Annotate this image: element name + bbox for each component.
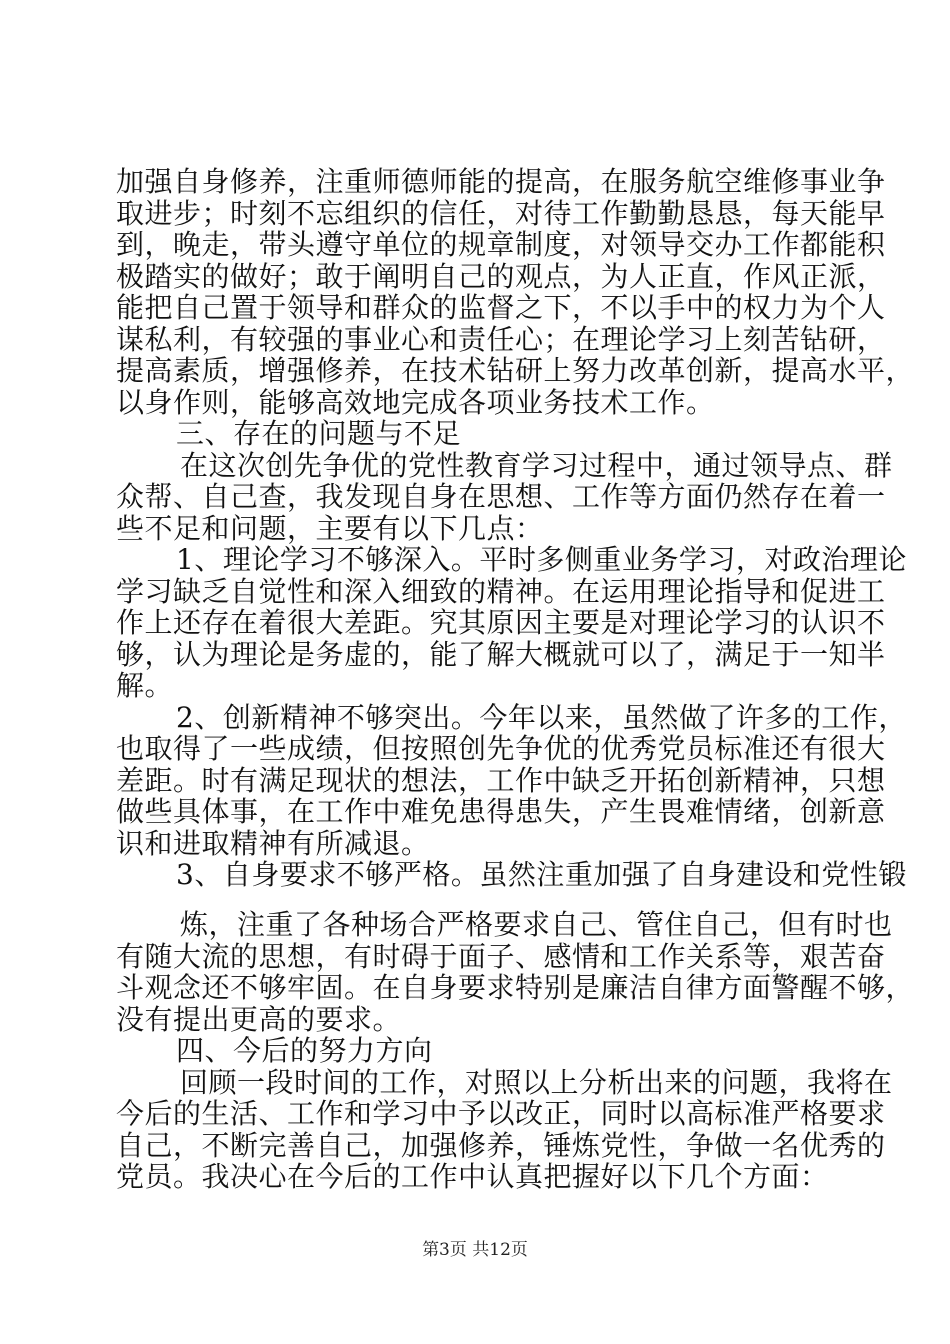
page-footer: 第3页 共12页 — [422, 1240, 528, 1260]
text-line: 也取得了一些成绩，但按照创先争优的优秀党员标准还有很大 — [116, 732, 886, 765]
text-line: 1、理论学习不够深入。平时多侧重业务学习，对政治理论 — [176, 543, 907, 576]
text-line: 差距。时有满足现状的想法，工作中缺乏开拓创新精神，只想 — [116, 764, 886, 797]
text-line: 作上还存在着很大差距。究其原因主要是对理论学习的认识不 — [116, 606, 886, 639]
section-heading: 三、存在的问题与不足 — [176, 417, 462, 450]
text-line: 学习缺乏自觉性和深入细致的精神。在运用理论指导和促进工 — [116, 575, 886, 608]
text-line: 3、自身要求不够严格。虽然注重加强了自身建设和党性锻 — [176, 858, 907, 891]
text-line: 极踏实的做好；敢于阐明自己的观点，为人正直，作风正派， — [116, 260, 886, 293]
text-line: 识和进取精神有所减退。 — [116, 827, 430, 860]
text-line: 今后的生活、工作和学习中予以改正，同时以高标准严格要求 — [116, 1097, 886, 1130]
text-line: 有随大流的思想，有时碍于面子、感情和工作关系等，艰苦奋 — [116, 940, 886, 973]
text-line: 众帮、自己查，我发现自身在思想、工作等方面仍然存在着一 — [116, 480, 886, 513]
text-line: 够，认为理论是务虚的，能了解大概就可以了，满足于一知半 — [116, 638, 886, 671]
text-line: 炼，注重了各种场合严格要求自己、管住自己，但有时也 — [180, 908, 893, 941]
text-line: 谋私利，有较强的事业心和责任心；在理论学习上刻苦钻研， — [116, 323, 886, 356]
text-line: 在这次创先争优的党性教育学习过程中，通过领导点、群 — [180, 449, 893, 482]
text-line: 做些具体事，在工作中难免患得患失，产生畏难情绪，创新意 — [116, 795, 886, 828]
text-line: 以身作则，能够高效地完成各项业务技术工作。 — [116, 386, 715, 419]
text-line: 能把自己置于领导和群众的监督之下，不以手中的权力为个人 — [116, 291, 886, 324]
text-line: 斗观念还不够牢固。在自身要求特别是廉洁自律方面警醒不够， — [116, 971, 915, 1004]
text-line: 到，晚走，带头遵守单位的规章制度，对领导交办工作都能积 — [116, 228, 886, 261]
text-line: 提高素质，增强修养，在技术钻研上努力改革创新，提高水平， — [116, 354, 915, 387]
section-heading: 四、今后的努力方向 — [176, 1034, 433, 1067]
text-line: 回顾一段时间的工作，对照以上分析出来的问题，我将在 — [180, 1066, 893, 1099]
text-line: 取进步；时刻不忘组织的信任，对待工作勤勤恳恳，每天能早 — [116, 197, 886, 230]
text-line: 没有提出更高的要求。 — [116, 1003, 402, 1036]
text-line: 党员。我决心在今后的工作中认真把握好以下几个方面： — [116, 1160, 829, 1193]
text-line: 解。 — [116, 669, 174, 702]
text-line: 自己，不断完善自己，加强修养，锤炼党性，争做一名优秀的 — [116, 1129, 886, 1162]
text-line: 2、创新精神不够突出。今年以来，虽然做了许多的工作， — [176, 701, 907, 734]
text-line: 加强自身修养，注重师德师能的提高，在服务航空维修事业争 — [116, 165, 886, 198]
text-line: 些不足和问题，主要有以下几点： — [116, 512, 544, 545]
